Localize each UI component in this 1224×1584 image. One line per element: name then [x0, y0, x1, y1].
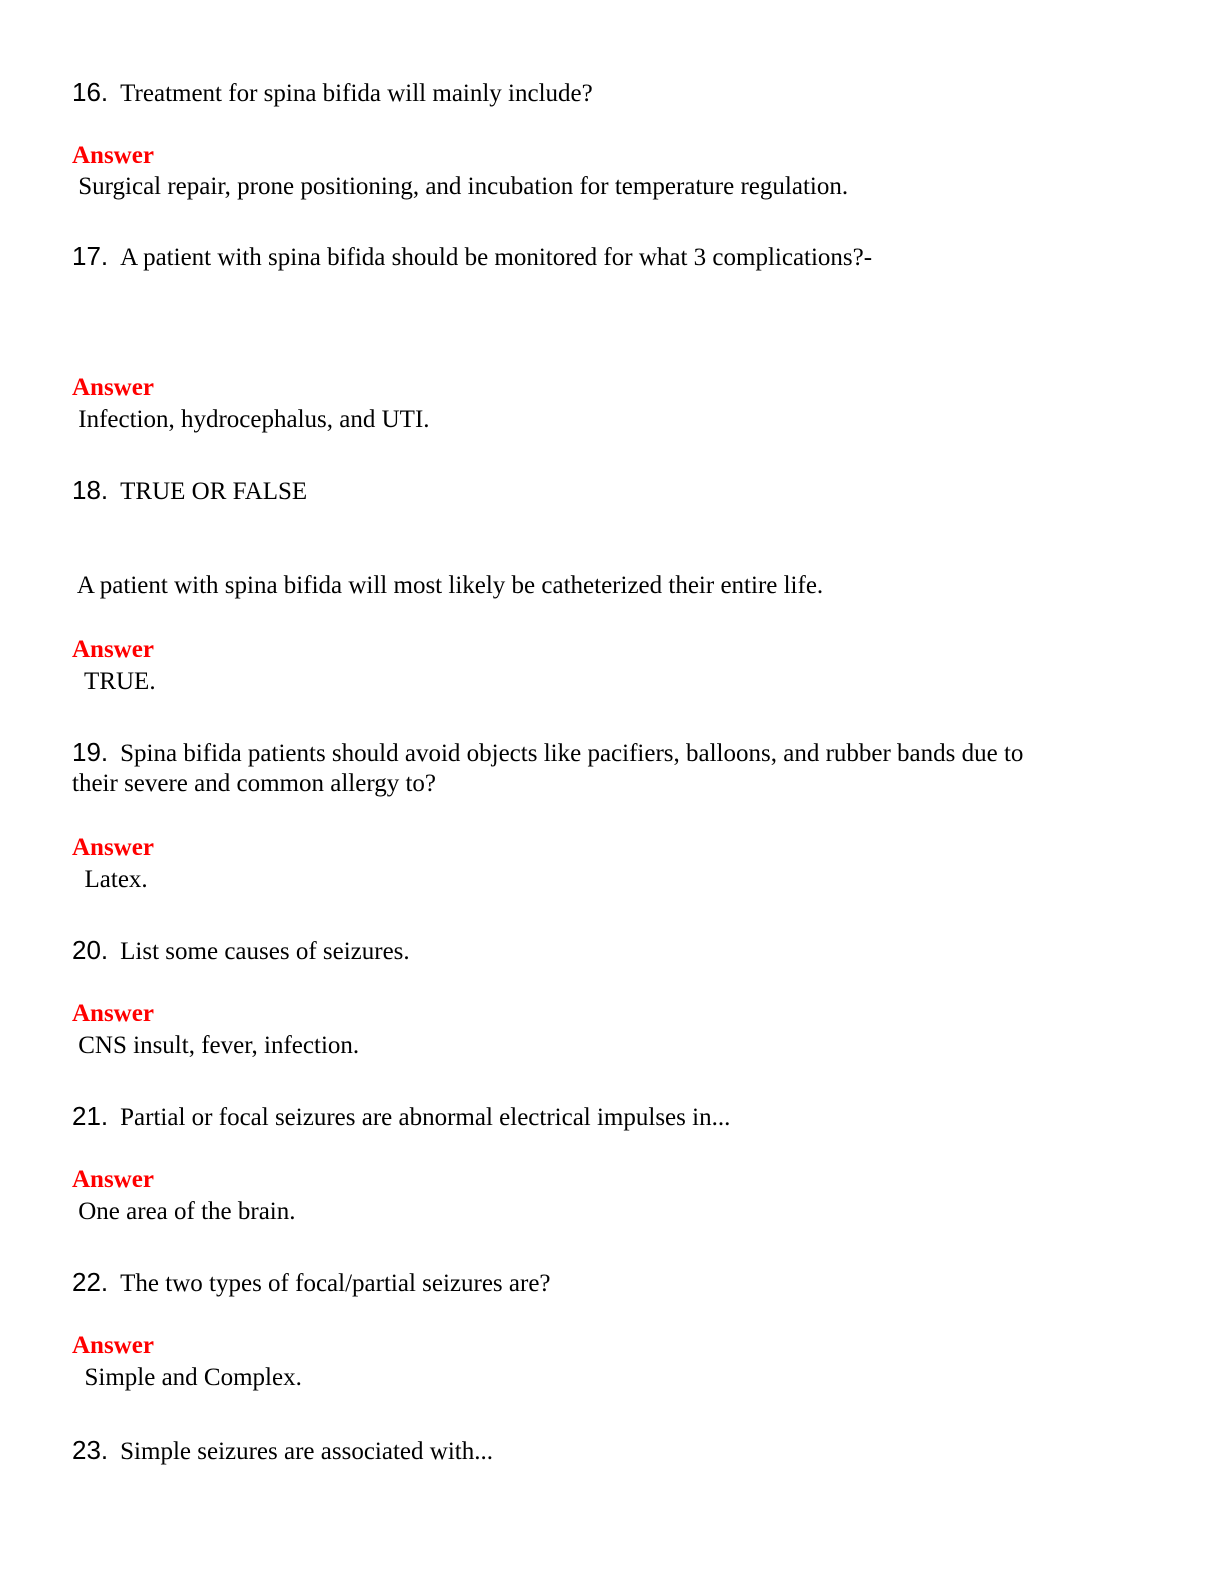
- question-number: 18.: [72, 475, 109, 505]
- answer-label: Answer: [72, 834, 154, 861]
- question-22: [72, 1266, 551, 1300]
- answer-text: Latex.: [72, 866, 148, 893]
- question-text: List some causes of seizures.: [120, 938, 410, 965]
- question-21: [72, 1100, 730, 1134]
- answer-text: Simple and Complex.: [72, 1364, 302, 1391]
- question-number: 23.: [72, 1435, 109, 1465]
- question-statement: A patient with spina bifida will most likely be catheterized their entire life.: [72, 572, 824, 599]
- question-number: 16.: [72, 77, 109, 107]
- question-text: TRUE OR FALSE: [120, 478, 308, 505]
- answer-text: One area of the brain.: [72, 1198, 296, 1225]
- question-text: A patient with spina bifida should be monitored for what 3 complications?-: [120, 244, 873, 271]
- question-number: 17.: [72, 241, 109, 271]
- question-text-continued: their severe and common allergy to?: [72, 770, 436, 797]
- answer-text: Surgical repair, prone positioning, and incubation for temperature regulation.: [72, 173, 849, 200]
- question-text: Partial or focal seizures are abnormal electrical impulses in...: [120, 1104, 731, 1131]
- question-16: [72, 76, 593, 110]
- answer-label: Answer: [72, 1000, 154, 1027]
- answer-text: TRUE.: [72, 668, 156, 695]
- answer-label: Answer: [72, 374, 154, 401]
- answer-label: Answer: [72, 1332, 154, 1359]
- question-text: Simple seizures are associated with...: [120, 1438, 493, 1465]
- question-number: 20.: [72, 935, 109, 965]
- answer-text: CNS insult, fever, infection.: [72, 1032, 360, 1059]
- question-text: Spina bifida patients should avoid objects like pacifiers, balloons, and rubber bands due to: [120, 740, 1024, 767]
- question-23: [72, 1434, 493, 1468]
- question-19: [72, 736, 1023, 770]
- answer-label: Answer: [72, 142, 154, 169]
- question-number: 19.: [72, 737, 109, 767]
- question-text: Treatment for spina bifida will mainly include?: [120, 80, 593, 107]
- answer-text: Infection, hydrocephalus, and UTI.: [72, 406, 430, 433]
- question-number: 22.: [72, 1267, 109, 1297]
- answer-label: Answer: [72, 636, 154, 663]
- question-17: [72, 240, 872, 274]
- question-18: [72, 474, 307, 508]
- question-text: The two types of focal/partial seizures are?: [120, 1270, 551, 1297]
- question-number: 21.: [72, 1101, 109, 1131]
- question-20: [72, 934, 410, 968]
- answer-label: Answer: [72, 1166, 154, 1193]
